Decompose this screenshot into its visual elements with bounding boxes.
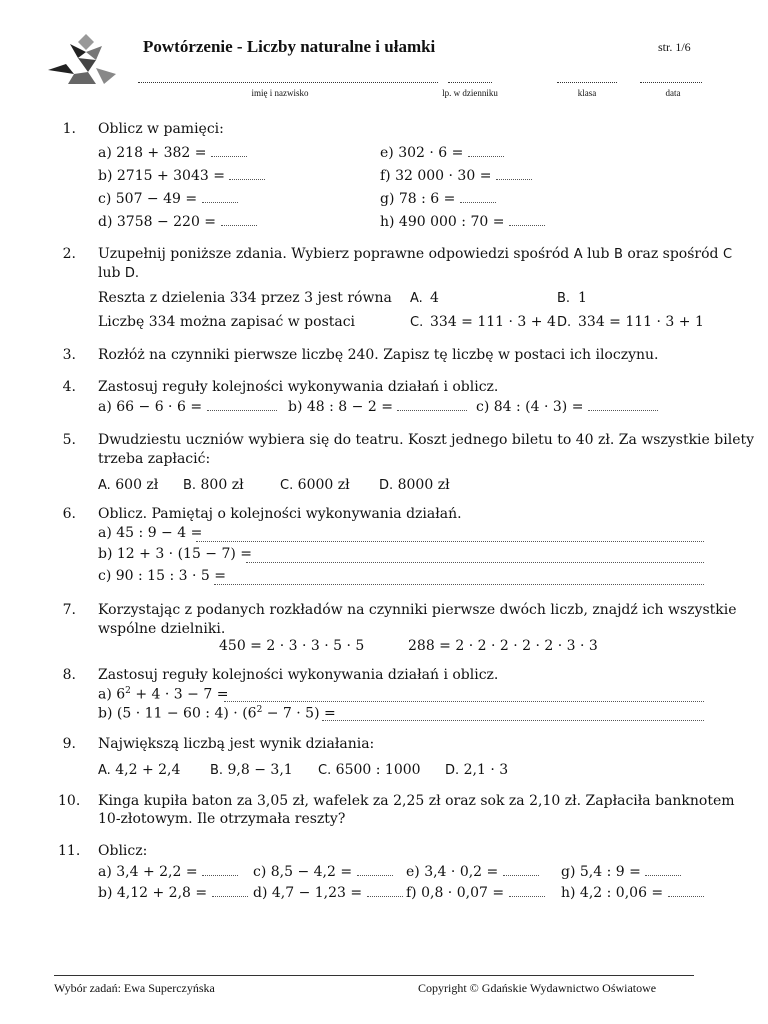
task-6b: b) 12 + 3 · (15 − 7) = — [98, 546, 253, 562]
answer-blank[interactable] — [503, 864, 539, 876]
answer-line[interactable] — [322, 709, 704, 721]
task-2-row-2: Liczbę 334 można zapisać w postaci — [98, 314, 356, 330]
task-10-text-1: Kinga kupiła baton za 3,05 zł, wafelek za 2,25 zł oraz sok za 2,10 zł. Zapłaciła banknotem — [98, 793, 735, 809]
option-b-label[interactable]: B. — [557, 291, 571, 306]
task-1-text: Oblicz w pamięci: — [98, 121, 224, 137]
option-d-label[interactable]: D. — [557, 315, 572, 330]
task-8-text: Zastosuj reguły kolejności wykonywania działań i oblicz. — [98, 667, 499, 683]
footer-author: Wybór zadań: Ewa Superczyńska — [54, 981, 215, 995]
task-1f: f) 32 000 · 30 = — [380, 168, 532, 184]
date-label: data — [665, 88, 681, 98]
task-9-option-d[interactable]: D. 2,1 · 3 — [445, 762, 509, 778]
task-1g: g) 78 : 6 = — [380, 191, 496, 207]
task-5-option-a[interactable]: A. 600 zł — [98, 477, 159, 493]
option-a-label[interactable]: A. — [410, 291, 423, 306]
answer-blank[interactable] — [509, 214, 545, 226]
task-11-text: Oblicz: — [98, 843, 148, 859]
class-field[interactable] — [557, 73, 617, 83]
task-11e: e) 3,4 · 0,2 = — [406, 864, 539, 880]
name-label: imię i nazwisko — [251, 88, 309, 98]
answer-blank[interactable] — [509, 885, 545, 897]
task-6a: a) 45 : 9 − 4 = — [98, 525, 203, 541]
task-1e: e) 302 · 6 = — [380, 145, 504, 161]
task-7-number: 7. — [62, 602, 76, 618]
task-5-text-2: trzeba zapłacić: — [98, 451, 211, 467]
answer-blank[interactable] — [588, 399, 658, 411]
class-label: klasa — [577, 88, 597, 98]
journal-number-field[interactable] — [448, 73, 492, 83]
answer-blank[interactable] — [645, 864, 681, 876]
page-number: str. 1/6 — [658, 40, 691, 54]
task-11-number: 11. — [58, 843, 81, 859]
task-8b: b) (5 · 11 − 60 : $4) \cdot (6^2 - 7 \cdot 5)$ = — [98, 705, 336, 722]
task-11h: h) 4,2 : 0,06 = — [561, 885, 704, 901]
footer-copyright: Copyright © Gdańskie Wydawnictwo Oświatowe — [418, 981, 657, 995]
task-1a: a) 218 + 382 = — [98, 145, 247, 161]
answer-line[interactable] — [196, 530, 704, 542]
task-9-option-c[interactable]: C. 6500 : 1000 — [318, 762, 421, 778]
task-11g: g) 5,4 : 9 = — [561, 864, 681, 880]
option-d[interactable]: 334 = 111 · 3 + 1 — [578, 314, 704, 330]
option-c[interactable]: 334 = 111 · 3 + 4 — [430, 314, 556, 330]
factorization-450: 450 = 2 · 3 · 3 · 5 · 5 — [219, 638, 365, 654]
answer-blank[interactable] — [460, 191, 496, 203]
option-c-label[interactable]: C. — [410, 315, 424, 330]
answer-blank[interactable] — [221, 214, 257, 226]
task-2-row-1: Reszta z dzielenia 334 przez 3 jest równa — [98, 290, 392, 306]
journal-number-label: lp. w dzienniku — [442, 88, 498, 98]
task-5-option-c[interactable]: C. 6000 zł — [280, 477, 350, 493]
task-10-text-2: 10-złotowym. Ile otrzymała reszty? — [98, 811, 346, 827]
answer-line[interactable] — [224, 690, 704, 702]
answer-blank[interactable] — [212, 885, 248, 897]
answer-blank[interactable] — [468, 145, 504, 157]
task-5-option-d[interactable]: D. 8000 zł — [379, 477, 450, 493]
task-6-number: 6. — [62, 506, 76, 522]
task-6c: c) 90 : 15 : 3 · 5 = — [98, 568, 226, 584]
answer-blank[interactable] — [496, 168, 532, 180]
task-7-text-2: wspólne dzielniki. — [98, 621, 226, 637]
name-field[interactable] — [138, 73, 438, 83]
task-4a: a) 66 − 6 · 6 = — [98, 399, 277, 415]
task-8-number: 8. — [62, 667, 76, 683]
task-2-text-2: lub D. — [98, 265, 140, 281]
page-title: Powtórzenie - Liczby naturalne i ułamki — [143, 37, 436, 56]
task-2-number: 2. — [62, 246, 76, 262]
task-9-text: Największą liczbą jest wynik działania: — [98, 736, 375, 752]
option-b[interactable]: 1 — [578, 290, 587, 306]
task-1d: d) 3758 − 220 = — [98, 214, 257, 230]
task-4c: c) 84 : (4 · 3) = — [476, 399, 658, 415]
answer-blank[interactable] — [367, 885, 403, 897]
task-11f: f) 0,8 · 0,07 = — [406, 885, 545, 901]
factorization-288: 288 = 2 · 2 · 2 · 2 · 2 · 3 · 3 — [408, 638, 598, 654]
publisher-logo-icon — [48, 34, 118, 88]
task-11c: c) 8,5 − 4,2 = — [253, 864, 393, 880]
task-4b: b) 48 : 8 − 2 = — [288, 399, 467, 415]
task-4-number: 4. — [62, 379, 76, 395]
task-2-text: Uzupełnij poniższe zdania. Wybierz poprawne odpowiedzi spośród A lub B oraz spośród C — [98, 246, 733, 262]
task-1-number: 1. — [62, 121, 76, 137]
task-1h: h) 490 000 : 70 = — [380, 214, 545, 230]
task-8a: a) $6^2 + 4 \cdot 3 - 7$ = — [98, 686, 229, 703]
answer-line[interactable] — [214, 573, 704, 585]
answer-blank[interactable] — [357, 864, 393, 876]
task-3-text: Rozłóż na czynniki pierwsze liczbę 240. Zapisz tę liczbę w postaci ich iloczynu. — [98, 347, 659, 363]
date-field[interactable] — [640, 73, 702, 83]
task-1c: c) 507 − 49 = — [98, 191, 238, 207]
task-5-number: 5. — [62, 432, 76, 448]
task-6-text: Oblicz. Pamiętaj o kolejności wykonywania działań. — [98, 506, 462, 522]
task-11d: d) 4,7 − 1,23 = — [253, 885, 403, 901]
answer-blank[interactable] — [397, 399, 467, 411]
task-9-number: 9. — [62, 736, 76, 752]
answer-blank[interactable] — [211, 145, 247, 157]
task-7-text-1: Korzystając z podanych rozkładów na czynniki pierwsze dwóch liczb, znajdź ich wszystkie — [98, 602, 737, 618]
task-11b: b) 4,12 + 2,8 = — [98, 885, 248, 901]
task-10-number: 10. — [58, 793, 81, 809]
task-5-option-b[interactable]: B. 800 zł — [183, 477, 244, 493]
option-a[interactable]: 4 — [430, 290, 439, 306]
answer-blank[interactable] — [207, 399, 277, 411]
footer-divider — [54, 975, 694, 976]
answer-blank[interactable] — [202, 864, 238, 876]
task-9-option-b[interactable]: B. 9,8 − 3,1 — [210, 762, 293, 778]
task-4-text: Zastosuj reguły kolejności wykonywania działań i oblicz. — [98, 379, 499, 395]
answer-blank[interactable] — [229, 168, 265, 180]
answer-line[interactable] — [246, 551, 704, 563]
task-5-text-1: Dwudziestu uczniów wybiera się do teatru. Koszt jednego biletu to 40 zł. Za wszystkie bilety — [98, 432, 755, 448]
task-1b: b) 2715 + 3043 = — [98, 168, 265, 184]
task-9-option-a[interactable]: A. 4,2 + 2,4 — [98, 762, 181, 778]
task-11a: a) 3,4 + 2,2 = — [98, 864, 238, 880]
answer-blank[interactable] — [202, 191, 238, 203]
task-3-number: 3. — [62, 347, 76, 363]
answer-blank[interactable] — [668, 885, 704, 897]
